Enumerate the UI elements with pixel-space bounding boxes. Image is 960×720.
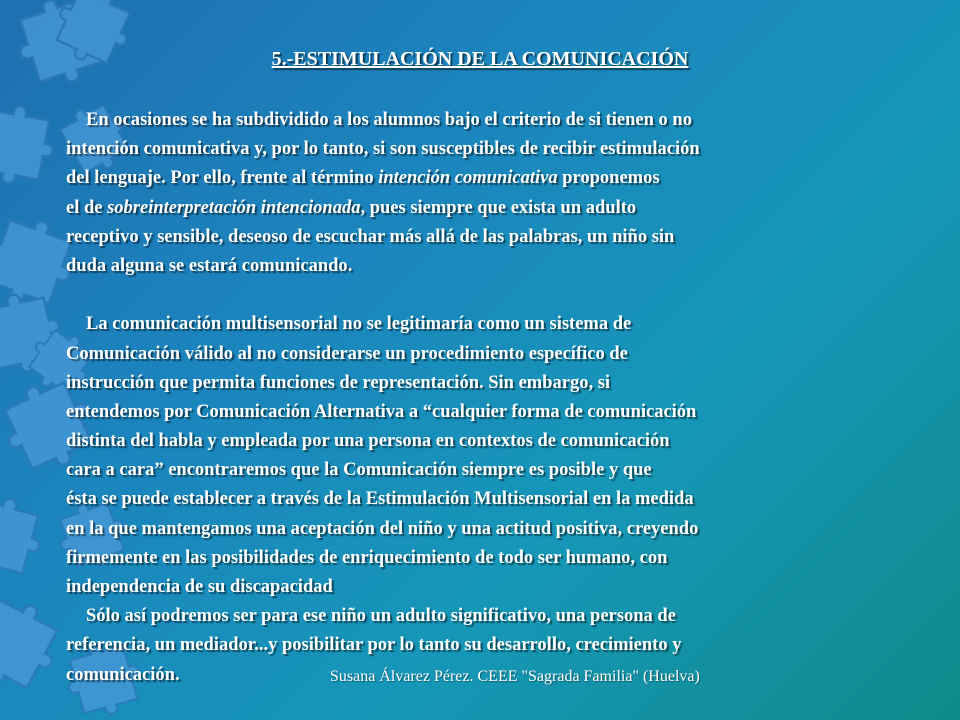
text-line: instrucción que permita funciones de representación. Sin embargo, si (66, 372, 611, 393)
slide-title: 5.-ESTIMULACIÓN DE LA COMUNICACIÓN (271, 48, 689, 70)
text-line: La comunicación multisensorial no se legitimaría como un sistema de (86, 314, 632, 335)
italic-term: intención comunicativa (378, 168, 558, 189)
text-line: independencia de su discapacidad (66, 577, 333, 597)
text-line: duda alguna se estará comunicando. (66, 255, 353, 276)
italic-term: sobreinterpretación intencionada (107, 197, 361, 218)
text-line: ésta se puede establecer a través de la Estimulación Multisensorial en la medida (66, 489, 694, 510)
text-span: del lenguaje. Por ello, frente al término (66, 168, 379, 189)
text-line: cara a cara” encontraremos que la Comunicación siempre es posible y que (66, 460, 652, 481)
slide-footer: Susana Álvarez Pérez. CEEE "Sagrada Familia" (Huelva) (330, 668, 700, 685)
text-line: comunicación. (66, 664, 180, 685)
text-line (66, 164, 896, 193)
text-line: Comunicación válido al no considerarse un procedimiento específico de (66, 343, 628, 364)
text-span: el de (66, 197, 108, 218)
text-line: intención comunicativa y, por lo tanto, si son susceptibles de recibir estimulación (66, 139, 700, 160)
text-line: distinta del habla y empleada por una persona en contextos de comunicación (66, 431, 670, 452)
text-line: en la que mantengamos una aceptación del niño y una actitud positiva, creyendo (66, 518, 699, 539)
text-span: proponemos (557, 168, 660, 189)
text-line: En ocasiones se ha subdividido a los alumnos bajo el criterio de si tienen o no (86, 110, 692, 130)
text-span: , pues siempre que exista un adulto (360, 197, 637, 218)
slide-body (66, 106, 896, 690)
text-line: referencia, un mediador...y posibilitar por lo tanto su desarrollo, crecimiento y (66, 635, 682, 656)
text-line (66, 194, 896, 223)
text-line: firmemente en las posibilidades de enriquecimiento de todo ser humano, con (66, 547, 668, 568)
text-line: entendemos por Comunicación Alternativa a “cualquier forma de comunicación (66, 401, 697, 422)
text-line: receptivo y sensible, deseoso de escuchar más allá de las palabras, un niño sin (66, 226, 675, 247)
paragraph-gap (66, 281, 896, 310)
text-line: Sólo así podremos ser para ese niño un adulto significativo, una persona de (86, 606, 676, 627)
